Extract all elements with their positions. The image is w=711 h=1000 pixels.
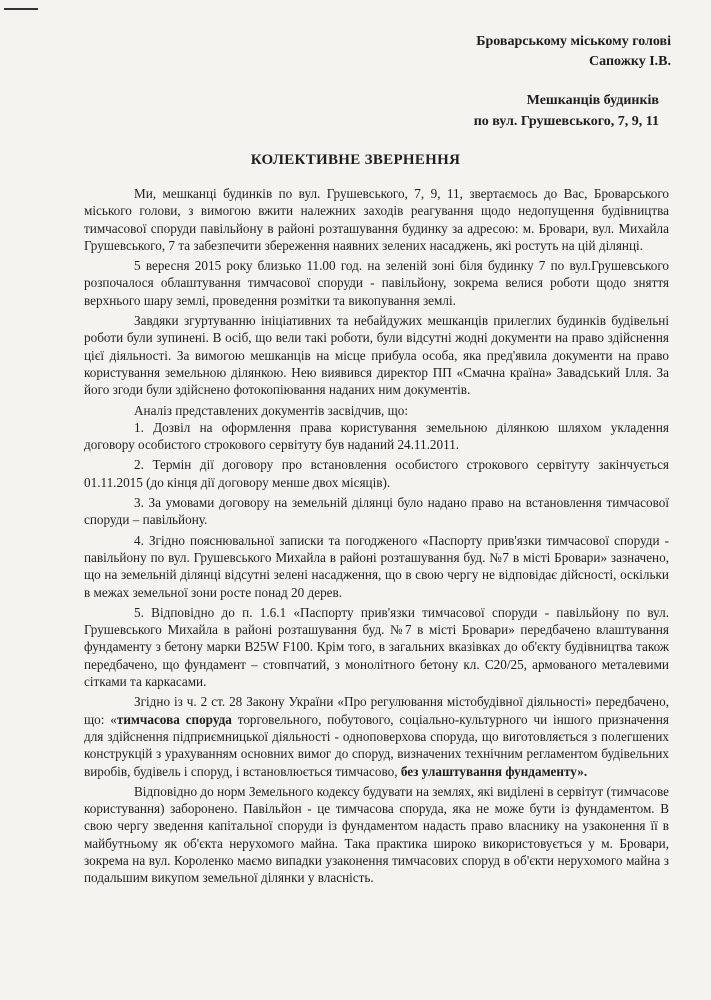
paragraph-6: 2. Термін дії договору про встановлення особистого строкового сервітуту закінчується 01.11.2015 (до кінця дії договору менше двох місяців). bbox=[84, 457, 669, 490]
addressee-line-1: Броварському міському голові bbox=[476, 34, 671, 49]
sender-line-1: Мешканців будинків bbox=[526, 93, 659, 108]
paragraph-1: Ми, мешканці будинків по вул. Грушевського, 7, 9, 11, звертаємось до Вас, Броварського міського голови, з вимогою вжити належних заходів реагування щодо недопущення будівництва тимчасової споруди павільйону в районі розташування будинку за адресою: м. Бровари, вул. Михайла Грушевського, 7 та забезпечити збереження наявних зелених насаджень, які ростуть на цій ділянці. bbox=[84, 186, 669, 253]
paragraph-11: Відповідно до норм Земельного кодексу будувати на землях, які виділені в сервітут (тимчасове користування) заборонено. Павільйон - це тимчасова споруда, яка не може бути із фундаментом. В свою чергу зведення капітальної споруди із фундаментом надасть право власнику на узаконення її в майбутньому як об'єкта нерухомого майна. Така практика широко використовується у м. Бровари, зокрема на вул. Короленко маємо випадки узаконення тимчасових споруд в об'єкти нерухомого майна з подальшим викупом земельної ділянки у власність. bbox=[84, 783, 669, 886]
paragraph-10-bold-clause: без улаштування фундаменту bbox=[400, 763, 578, 779]
corner-line bbox=[4, 8, 38, 10]
paragraph-10-part-a: Згідно із ч. 2 ст. 28 Закону України «Про регулювання містобудівної діяльності» передбачено, що: « bbox=[84, 694, 669, 727]
paragraph-10 bbox=[84, 693, 669, 779]
addressee-line-2: Сапожку І.В. bbox=[589, 54, 671, 69]
paragraph-9: 5. Відповідно до п. 1.6.1 «Паспорту прив'язки тимчасової споруди - павільйону по вул. Грушевського Михайла в районі розташування буд. №7 в місті Бровари» передбачено влаштування фундаменту з бетону марки B25W F100. Крім того, в загальних вказівках до об'єкту будівництва також передбачено, що фундамент – стовпчатий, з монолітного бетону кл. С20/25, армованого металевими сітками та каркасами. bbox=[84, 604, 669, 690]
paragraph-10-part-c: торговельного, побутового, соціально-культурного чи іншого призначення для здійснення підприємницької діяльності - одноповерхова споруда, що виготовляється з полегшених конструкцій з урахуванням основних вимог до споруд, визначених технічним регламентом будівельних виробів, будівель і споруд, і встановлюється тимчасово, bbox=[84, 711, 669, 779]
paragraph-7: 3. За умовами договору на земельній ділянці було надано право на встановлення тимчасової споруди – павільйону. bbox=[84, 495, 669, 528]
paragraph-2: 5 вересня 2015 року близько 11.00 год. на зеленій зоні біля будинку 7 по вул.Грушевського розпочалося облаштування тимчасової споруди - павільйону, зокрема велися роботи щодо зняття верхнього шару землі, проведення розмітки та викопування землі. bbox=[84, 258, 669, 308]
paragraph-8: 4. Згідно пояснювальної записки та погодженого «Паспорту прив'язки тимчасової споруди - павільйону по вул. Грушевського Михайла в районі розташування буд. №7 в місті Бровари» зазначено, що на земельній ділянці відсутні зелені насадження, що в свою чергу не відповідає дійсності, оскільки в межах земельної зони росте понад 20 дерев. bbox=[84, 532, 669, 600]
document-title: КОЛЕКТИВНЕ ЗВЕРНЕННЯ bbox=[250, 152, 461, 168]
document-body bbox=[84, 185, 669, 890]
paragraph-3: Завдяки згуртуванню ініціативних та небайдужих мешканців прилеглих будинків будівельні роботи були зупинені. В осіб, що вели такі роботи, були відсутні жодні документи на право здійснення цієї діяльності. За вимогою мешканців на місце прибула особа, яка пред'явила документи на право користування земельною ділянкою. Нею виявився директор ПП «Смачна країна» Завадський Ілля. За його згоди були здійснено фотокопіювання наданих ним документів. bbox=[84, 313, 669, 398]
paragraph-4: Аналіз представлених документів засвідчив, що: bbox=[134, 402, 409, 418]
addressee-block bbox=[476, 32, 671, 72]
paragraph-5: 1. Дозвіл на оформлення права користування земельною ділянкою шляхом укладення договору особистого строкового сервітуту був наданий 24.11.2011. bbox=[84, 419, 669, 453]
sender-block bbox=[474, 90, 659, 132]
paragraph-10-bold-term: тимчасова споруда bbox=[116, 711, 232, 727]
paragraph-10-end: ». bbox=[577, 763, 588, 779]
sender-line-2: по вул. Грушевського, 7, 9, 11 bbox=[473, 114, 659, 129]
